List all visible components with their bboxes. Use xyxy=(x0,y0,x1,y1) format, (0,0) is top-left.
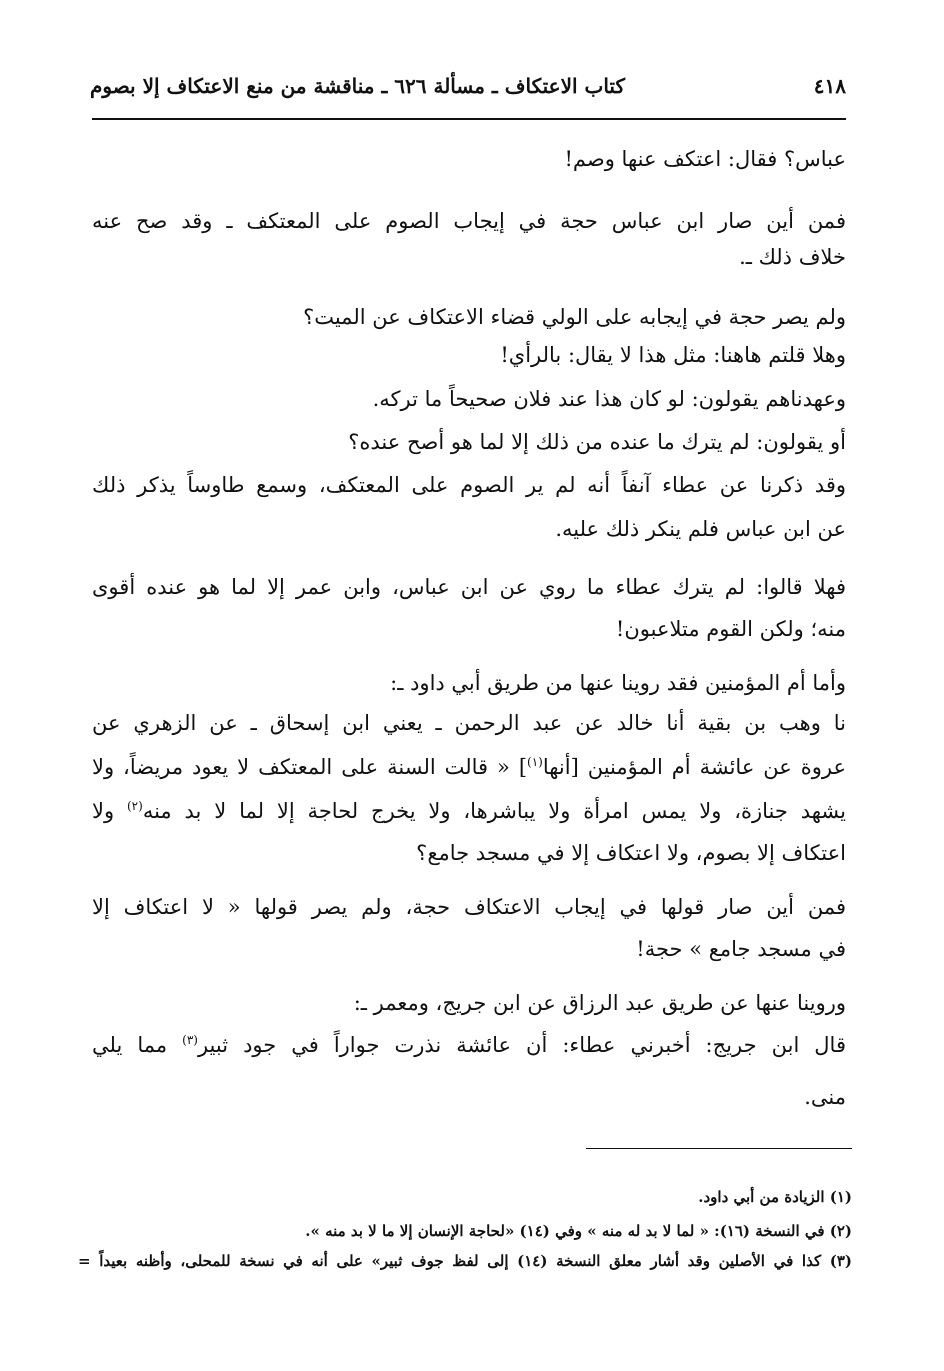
text-line: في مسجد جامع » حجة! xyxy=(636,937,846,961)
text-line: منى. xyxy=(804,1085,846,1109)
text-segment: عروة عن عائشة أم المؤمنين [أنها xyxy=(542,755,846,779)
text-segment: ولا xyxy=(92,799,127,823)
text-segment: مما يلي xyxy=(92,1033,183,1057)
running-title: كتاب الاعتكاف ـ مسألة ٦٢٦ ـ مناقشة من منع الاعتكاف إلا بصوم xyxy=(90,74,625,98)
page-header xyxy=(90,62,846,98)
text-line: فهلا قالوا: لم يترك عطاء ما روي عن ابن عباس، وابن عمر إلا لما هو عنده أقوى xyxy=(92,575,846,599)
text-line: منه؛ ولكن القوم متلاعبون! xyxy=(615,617,846,641)
text-segment: قال ابن جريج: أخبرني عطاء: أن عائشة نذرت جواراً في جود ثبير xyxy=(197,1033,846,1057)
text-line: وقد ذكرنا عن عطاء آنفاً أنه لم ير الصوم على المعتكف، وسمع طاوساً يذكر ذلك xyxy=(92,473,846,497)
text-line xyxy=(92,796,846,826)
text-line: فمن أين صار ابن عباس حجة في إيجاب الصوم على المعتكف ـ وقد صح عنه xyxy=(92,209,846,233)
text-line: خلاف ذلك ـ. xyxy=(739,245,846,269)
text-segment: يشهد جنازة، ولا يمس امرأة ولا يباشرها، ولا يخرج لحاجة إلا لما لا بد منه xyxy=(142,799,847,823)
footnote-marker: (١) xyxy=(527,755,543,769)
text-line: وعهدناهم يقولون: لو كان هذا عند فلان صحيحاً ما تركه. xyxy=(372,387,846,411)
text-line: عن ابن عباس فلم ينكر ذلك عليه. xyxy=(555,517,846,541)
page-number: ٤١٨ xyxy=(813,74,846,98)
text-line: وروينا عنها عن طريق عبد الرزاق عن ابن جريج، ومعمر ـ: xyxy=(353,991,846,1015)
text-line: فمن أين صار قولها في إيجاب الاعتكاف حجة، ولم يصر قولها « لا اعتكاف إلا xyxy=(92,895,846,919)
text-line: وأما أم المؤمنين فقد روينا عنها من طريق أبي داود ـ: xyxy=(390,671,846,695)
text-line: عباس؟ فقال: اعتكف عنها وصم! xyxy=(564,147,846,171)
text-segment: ] « قالت السنة على المعتكف لا يعود مريضاً، ولا xyxy=(92,755,528,779)
text-line: ولم يصر حجة في إيجابه على الولي قضاء الاعتكاف عن الميت؟ xyxy=(303,305,846,329)
footnote-marker: (٣) xyxy=(182,1033,198,1047)
text-line: اعتكاف إلا بصوم، ولا اعتكاف إلا في مسجد جامع؟ xyxy=(416,841,846,865)
footnote-divider xyxy=(586,1148,852,1149)
footnote: (٣) كذا في الأصلين وقد أشار معلق النسخة (١٤) إلى لفظ جوف ثبير» على أنه في نسخة للمحلى، وأظنه بعيداً = xyxy=(78,1252,852,1270)
footnote-marker: (٢) xyxy=(126,799,143,813)
header-divider xyxy=(92,118,846,120)
text-line: وهلا قلتم هاهنا: مثل هذا لا يقال: بالرأي! xyxy=(500,343,846,367)
text-line: نا وهب بن بقية أنا خالد عن عبد الرحمن ـ يعني ابن إسحاق ـ عن الزهري عن xyxy=(92,711,846,735)
footnote: (٢) في النسخة (١٦): « لما لا بد له منه » وفي (١٤) «لحاجة الإنسان إلا ما لا بد منه ». xyxy=(305,1222,852,1240)
text-line: أو يقولون: لم يترك ما عنده من ذلك إلا لما هو أصح عنده؟ xyxy=(348,430,846,454)
text-line xyxy=(92,752,846,782)
text-line xyxy=(92,1030,846,1060)
footnote: (١) الزيادة من أبي داود. xyxy=(698,1188,852,1206)
